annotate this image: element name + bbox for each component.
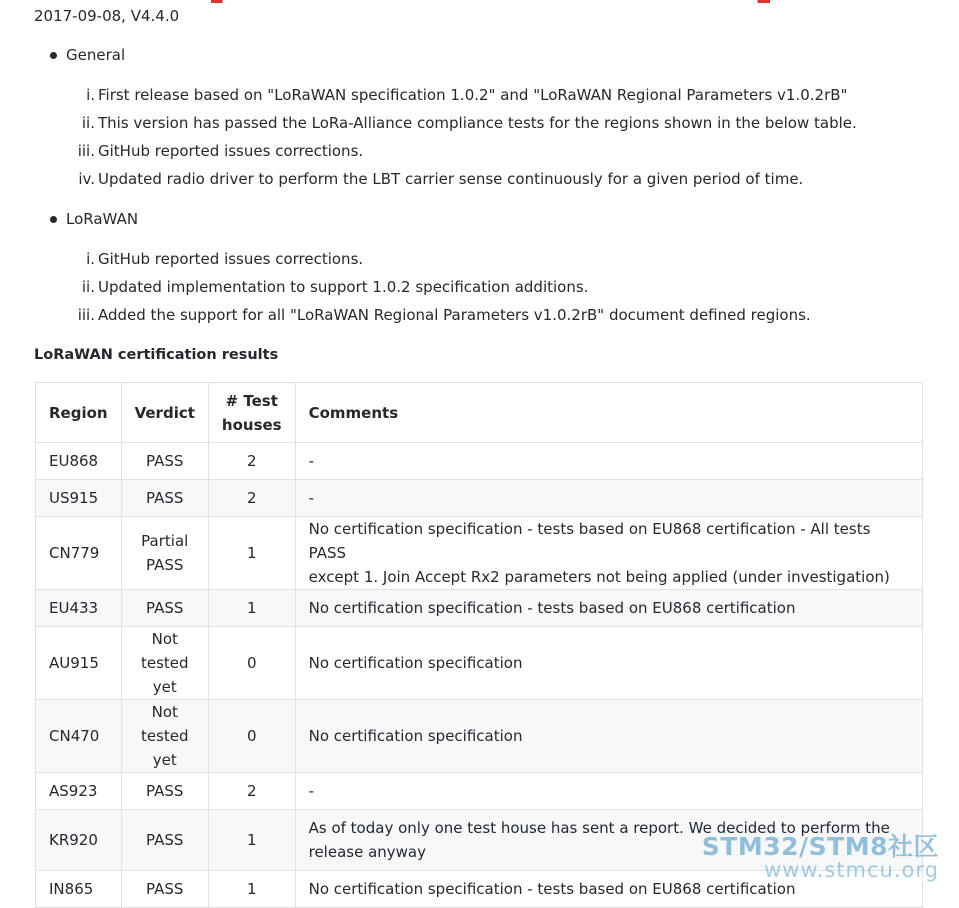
table-row (36, 627, 923, 700)
comment-line: - (308, 489, 315, 507)
verdict-line: PASS (146, 452, 184, 470)
table-row (36, 480, 923, 517)
verdict-line: PASS (146, 782, 184, 800)
comment-line: - (308, 452, 315, 470)
verdict-line: Not tested (140, 703, 189, 745)
verdict-line: Not tested (140, 630, 189, 672)
comment-line: No certification specification - tests based on EU868 certification (308, 599, 796, 617)
watermark-brand: STM32/STM8社区 (701, 832, 939, 861)
watermark-url: www.stmcu.org (764, 858, 939, 882)
list-number: i. (86, 86, 95, 104)
table-body (36, 443, 923, 908)
cell-test-houses: 2 (208, 480, 295, 517)
cell-verdict (121, 627, 208, 700)
table-row (36, 810, 923, 871)
cell-comment (295, 517, 922, 590)
comment-line: No certification specification (308, 654, 523, 672)
cell-region: EU433 (36, 590, 122, 627)
table-row (36, 773, 923, 810)
certification-table (35, 382, 923, 908)
section-label: General (66, 46, 126, 64)
comment-line: No certification specification - tests based on EU868 certification - All tests PASS (308, 520, 871, 562)
table-row (36, 871, 923, 908)
list-number: i. (86, 250, 95, 268)
table-row (36, 443, 923, 480)
cell-verdict (121, 480, 208, 517)
cell-comment (295, 480, 922, 517)
comment-line: No certification specification - tests based on EU868 certification (308, 880, 796, 898)
cell-region: AU915 (36, 627, 122, 700)
list-text: Updated radio driver to perform the LBT carrier sense continuously for a given period of time. (98, 170, 804, 188)
cell-test-houses: 2 (208, 443, 295, 480)
cell-comment (295, 627, 922, 700)
list-number: ii. (81, 114, 95, 132)
cell-region: IN865 (36, 871, 122, 908)
cell-verdict (121, 810, 208, 871)
release-version: 2017-09-08, V4.4.0 (34, 7, 180, 25)
cell-verdict (121, 773, 208, 810)
verdict-line: yet (152, 751, 177, 769)
cell-comment (295, 443, 922, 480)
table-heading: LoRaWAN certification results (34, 347, 279, 363)
bullet-icon (50, 216, 57, 223)
verdict-line: PASS (146, 880, 184, 898)
bullet-icon (50, 52, 57, 59)
cell-region: CN779 (36, 517, 122, 590)
cell-verdict (121, 517, 208, 590)
list-number: iii. (77, 306, 95, 324)
cell-test-houses: 0 (208, 700, 295, 773)
verdict-line: PASS (146, 831, 184, 849)
header-verdict: Verdict (121, 383, 208, 443)
list-number: iv. (78, 170, 95, 188)
verdict-line: PASS (146, 556, 184, 574)
cell-comment (295, 773, 922, 810)
verdict-line: PASS (146, 599, 184, 617)
cell-test-houses: 0 (208, 627, 295, 700)
cell-test-houses: 1 (208, 517, 295, 590)
verdict-line: yet (152, 678, 177, 696)
header-region: Region (36, 383, 122, 443)
cell-verdict (121, 590, 208, 627)
table-row (36, 590, 923, 627)
comment-line: - (308, 782, 315, 800)
cell-comment (295, 590, 922, 627)
cell-region: EU868 (36, 443, 122, 480)
verdict-line: PASS (146, 489, 184, 507)
cell-region: US915 (36, 480, 122, 517)
list-text: GitHub reported issues corrections. (98, 250, 364, 268)
header-test-houses (208, 383, 295, 443)
cell-region: AS923 (36, 773, 122, 810)
verdict-line: Partial (141, 532, 189, 550)
list-text: This version has passed the LoRa-Alliance compliance tests for the regions shown in the below table. (98, 114, 857, 132)
top-toolbar-strip (0, 0, 959, 3)
cell-comment (295, 810, 922, 871)
list-text: First release based on "LoRaWAN specification 1.0.2" and "LoRaWAN Regional Parameters v1.0.2rB" (98, 86, 848, 104)
cell-test-houses: 1 (208, 590, 295, 627)
section-label: LoRaWAN (66, 210, 139, 228)
cell-test-houses: 1 (208, 810, 295, 871)
list-number: ii. (81, 278, 95, 296)
list-text: Updated implementation to support 1.0.2 specification additions. (98, 278, 589, 296)
cell-verdict (121, 700, 208, 773)
cell-test-houses: 1 (208, 871, 295, 908)
comment-line: No certification specification (308, 727, 523, 745)
cell-verdict (121, 443, 208, 480)
cell-test-houses: 2 (208, 773, 295, 810)
comment-line: except 1. Join Accept Rx2 parameters not being applied (under investigation) (308, 568, 890, 586)
list-text: GitHub reported issues corrections. (98, 142, 364, 160)
table-row (36, 517, 923, 590)
cell-verdict (121, 871, 208, 908)
header-test-houses-line1: # Test (225, 391, 278, 410)
table-row (36, 700, 923, 773)
header-comments: Comments (295, 383, 922, 443)
cell-comment (295, 871, 922, 908)
header-test-houses-line2: houses (221, 415, 282, 434)
cell-region: CN470 (36, 700, 122, 773)
cell-comment (295, 700, 922, 773)
list-text: Added the support for all "LoRaWAN Regional Parameters v1.0.2rB" document defined regions. (98, 306, 811, 324)
comment-line: release anyway (308, 843, 426, 861)
comment-line: As of today only one test house has sent a report. We decided to perform the (308, 819, 890, 837)
cell-region: KR920 (36, 810, 122, 871)
list-number: iii. (77, 142, 95, 160)
